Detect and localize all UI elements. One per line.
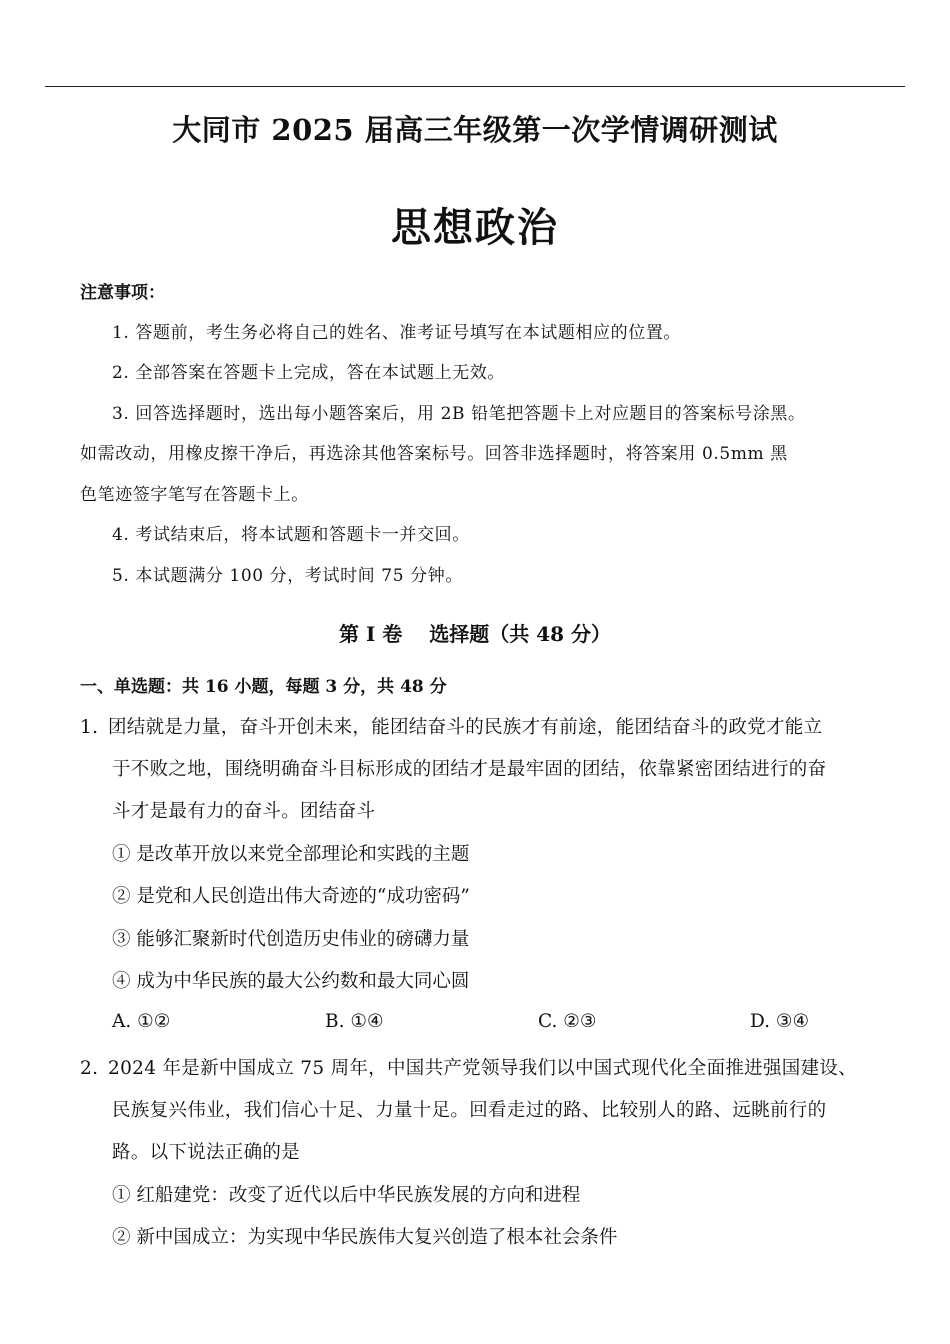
notice-item-3-cont-2: 色笔迹签字笔写在答题卡上。	[80, 485, 309, 505]
question-stem-text: 团结就是力量，奋斗开创未来，能团结奋斗的民族才有前途，能团结奋斗的政党才能立	[108, 717, 823, 738]
question-2-line-1	[80, 1054, 857, 1080]
question-stem-text: 2024 年是新中国成立 75 周年，中国共产党领导我们以中国式现代化全面推进强国建设、	[108, 1058, 857, 1079]
top-rule	[45, 86, 905, 87]
exam-title: 大同市 2025 届高三年级第一次学情调研测试	[172, 113, 778, 147]
question-1-statement-1: ① 是改革开放以来党全部理论和实践的主题	[112, 844, 470, 865]
question-1-statement-4: ④ 成为中华民族的最大公约数和最大同心圆	[112, 971, 470, 992]
question-1-choice-b: B. ①④	[325, 1011, 384, 1032]
notice-item-3: 3. 回答选择题时，选出每小题答案后，用 2B 铅笔把答题卡上对应题目的答案标号涂黑。	[112, 404, 806, 424]
question-1-statement-3: ③ 能够汇聚新时代创造历史伟业的磅礴力量	[112, 929, 470, 950]
question-number: 2.	[80, 1058, 99, 1079]
notice-heading: 注意事项：	[80, 283, 165, 303]
subject-title: 思想政治	[391, 204, 559, 251]
question-2-line-3: 路。以下说法正确的是	[112, 1142, 301, 1163]
section-heading: 第 I 卷 选择题（共 48 分）	[338, 622, 611, 646]
question-1-line-1	[80, 713, 822, 739]
part-heading: 一、单选题：共 16 小题，每题 3 分，共 48 分	[80, 677, 447, 697]
notice-item-4: 4. 考试结束后，将本试题和答题卡一并交回。	[112, 525, 470, 545]
question-number: 1.	[80, 717, 99, 738]
question-1-choice-c: C. ②③	[538, 1011, 597, 1032]
notice-item-2: 2. 全部答案在答题卡上完成，答在本试题上无效。	[112, 363, 506, 383]
notice-item-1: 1. 答题前，考生务必将自己的姓名、准考证号填写在本试题相应的位置。	[112, 323, 682, 343]
question-2-statement-2: ② 新中国成立：为实现中华民族伟大复兴创造了根本社会条件	[112, 1227, 618, 1248]
question-2-line-2: 民族复兴伟业，我们信心十足、力量十足。回看走过的路、比较别人的路、远眺前行的	[112, 1100, 827, 1121]
notice-item-3-cont-1: 如需改动，用橡皮擦干净后，再选涂其他答案标号。回答非选择题时，将答案用 0.5mm 黑	[80, 444, 788, 464]
question-1-line-3: 斗才是最有力的奋斗。团结奋斗	[112, 801, 376, 822]
question-2-statement-1: ① 红船建党：改变了近代以后中华民族发展的方向和进程	[112, 1185, 581, 1206]
question-1-choice-a: A. ①②	[112, 1011, 171, 1032]
question-1-line-2: 于不败之地，围绕明确奋斗目标形成的团结才是最牢固的团结，依靠紧密团结进行的奋	[112, 759, 827, 780]
notice-item-5: 5. 本试题满分 100 分，考试时间 75 分钟。	[112, 566, 463, 586]
question-1-choice-d: D. ③④	[750, 1011, 810, 1032]
question-1-statement-2: ② 是党和人民创造出伟大奇迹的“成功密码”	[112, 886, 470, 907]
